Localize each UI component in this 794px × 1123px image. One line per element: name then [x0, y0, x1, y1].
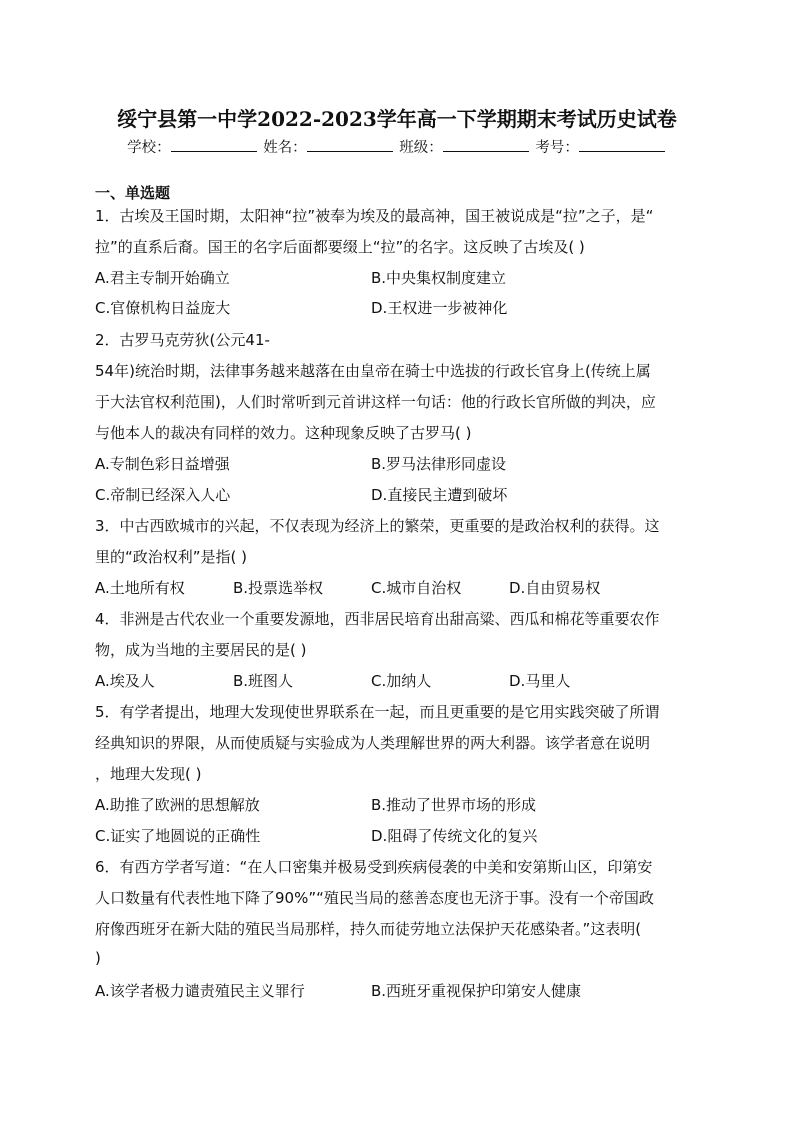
question-6-option-a: A.该学者极力谴责殖民主义罪行: [95, 982, 305, 1000]
question-5-option-a: A.助推了欧洲的思想解放: [95, 796, 260, 814]
question-5-option-d: D.阻碍了传统文化的复兴: [371, 827, 538, 845]
question-4-option-a: A.埃及人: [95, 672, 155, 690]
question-4-line-1: 4．非洲是古代农业一个重要发源地，西非居民培育出甜高粱、西瓜和棉花等重要农作: [95, 610, 660, 628]
question-1-option-c: C.官僚机构日益庞大: [95, 299, 231, 317]
question-2-option-c: C.帝制已经深入人心: [95, 486, 231, 504]
question-1-option-d: D.王权进一步被神化: [371, 299, 508, 317]
question-2-line-2: 54年)统治时期，法律事务越来越落在由皇帝在骑士中选拔的行政长官身上(传统上属: [95, 362, 651, 380]
number-label: 考号：: [535, 140, 579, 156]
question-3-option-a: A.土地所有权: [95, 579, 185, 597]
question-4-option-b: B.班图人: [233, 672, 294, 690]
question-3-option-d: D.自由贸易权: [509, 579, 601, 597]
number-blank: [579, 137, 665, 152]
question-6-line-2: 人口数量有代表性地下降了90%”“殖民当局的慈善态度也无济于事。没有一个帝国政: [95, 889, 654, 907]
question-1-option-b: B.中央集权制度建立: [371, 269, 507, 287]
question-5-line-3: ，地理大发现( ): [95, 765, 202, 783]
question-5-option-b: B.推动了世界市场的形成: [371, 796, 537, 814]
question-5-line-1: 5．有学者提出，地理大发现使世界联系在一起，而且更重要的是它用实践突破了所谓: [95, 703, 660, 721]
question-6-line-1: 6．有西方学者写道：“在人口密集并极易受到疾病侵袭的中美和安第斯山区，印第安: [95, 858, 653, 876]
question-5-option-c: C.证实了地圆说的正确性: [95, 827, 261, 845]
question-4-option-d: D.马里人: [509, 672, 571, 690]
question-6-line-4: ): [95, 949, 101, 967]
question-5-line-2: 经典知识的界限，从而使质疑与实验成为人类理解世界的两大利器。该学者意在说明: [95, 734, 651, 752]
question-3-option-b: B.投票选举权: [233, 579, 324, 597]
class-label: 班级：: [399, 140, 443, 156]
question-6-option-b: B.西班牙重视保护印第安人健康: [371, 982, 582, 1000]
question-2-line-1: 2．古罗马克劳狄(公元41-: [95, 331, 270, 349]
section-heading: 一、单选题: [95, 184, 171, 202]
question-2-line-4: 与他本人的裁决有同样的效力。这种现象反映了古罗马( ): [95, 424, 472, 442]
question-3-line-2: 里的“政治权利”是指( ): [95, 548, 248, 566]
school-label: 学校：: [127, 140, 171, 156]
question-3-option-c: C.城市自治权: [371, 579, 462, 597]
exam-title: 绥宁县第一中学2022-2023学年高一下学期期末考试历史试卷: [117, 107, 677, 131]
question-1-option-a: A.君主专制开始确立: [95, 269, 230, 287]
question-2-option-d: D.直接民主遭到破坏: [371, 486, 508, 504]
class-blank: [443, 137, 529, 152]
question-6-line-3: 府像西班牙在新大陆的殖民当局那样，持久而徒劳地立法保护天花感染者。”这表明(: [95, 920, 642, 938]
name-blank: [307, 137, 393, 152]
question-4-option-c: C.加纳人: [371, 672, 432, 690]
question-3-line-1: 3．中古西欧城市的兴起，不仅表现为经济上的繁荣，更重要的是政治权利的获得。这: [95, 517, 660, 535]
question-4-line-2: 物，成为当地的主要居民的是( ): [95, 641, 307, 659]
question-1-line-1: 1．古埃及王国时期，太阳神“拉”被奉为埃及的最高神，国王被说成是“拉”之子，是“: [95, 207, 654, 225]
question-1-line-2: 拉”的直系后裔。国王的名字后面都要缀上“拉”的名字。这反映了古埃及( ): [95, 238, 585, 256]
student-info-row: [0, 136, 794, 157]
name-label: 姓名：: [263, 140, 307, 156]
question-2-option-b: B.罗马法律形同虚设: [371, 455, 507, 473]
school-blank: [171, 137, 257, 152]
question-2-line-3: 于大法官权利范围)，人们时常听到元首讲这样一句话：他的行政长官所做的判决，应: [95, 393, 656, 411]
question-2-option-a: A.专制色彩日益增强: [95, 455, 230, 473]
